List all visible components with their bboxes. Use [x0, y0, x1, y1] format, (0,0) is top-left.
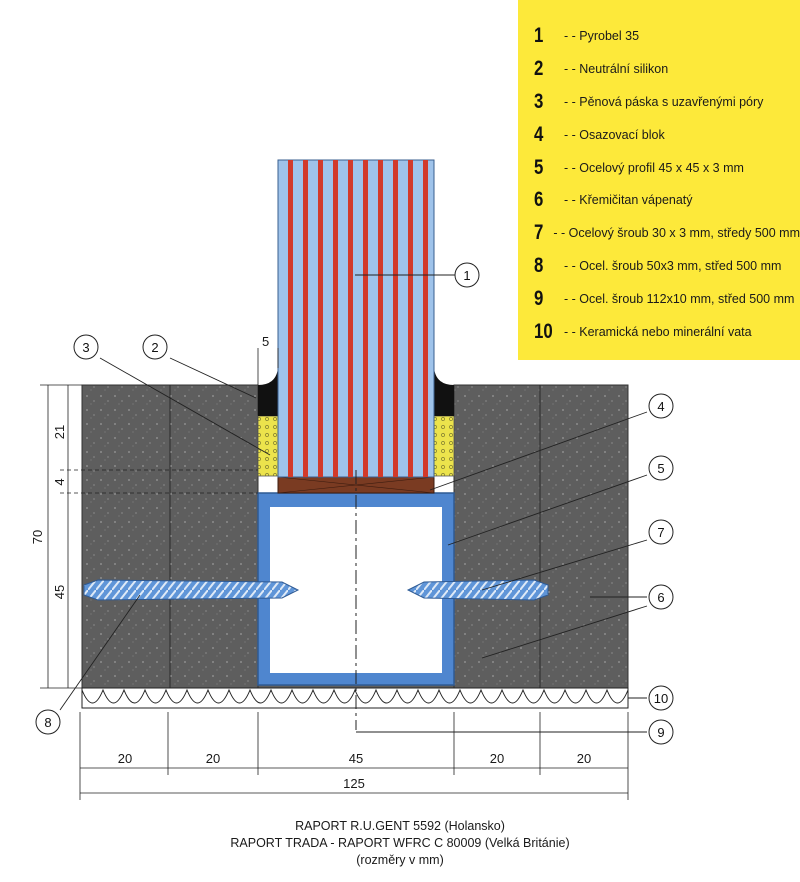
legend-item-text: - - Pěnová páska s uzavřenými póry — [564, 94, 764, 109]
legend-item — [534, 53, 800, 86]
svg-text:3: 3 — [82, 340, 90, 355]
callout-4 — [649, 394, 673, 418]
legend-item-number: 8 — [534, 253, 544, 277]
legend-item — [534, 86, 800, 119]
legend-item-number: 4 — [534, 122, 544, 146]
glass-layer-stripe — [363, 160, 368, 477]
legend-item-text: - - Ocel. šroub 50x3 mm, střed 500 mm — [564, 258, 782, 273]
legend-item — [534, 217, 800, 250]
legend-item-text: - - Pyrobel 35 — [564, 29, 640, 44]
glass-layer-stripe — [348, 160, 353, 477]
legend-item-number: 1 — [534, 24, 544, 48]
legend-item-text: - - Keramická nebo minerální vata — [564, 324, 752, 339]
legend-item-text: - - Osazovací blok — [564, 127, 665, 142]
svg-text:4: 4 — [657, 399, 665, 414]
callout-8 — [36, 710, 60, 734]
legend-item — [534, 250, 800, 283]
dim-total-125: 125 — [343, 776, 365, 791]
dim-bottom-20-b: 20 — [205, 751, 221, 766]
glass-pane — [278, 160, 434, 477]
legend-item — [534, 184, 800, 217]
dim-70-label: 70 — [30, 529, 45, 545]
callout-10 — [649, 686, 673, 710]
legend-panel — [518, 0, 800, 360]
callout-7 — [649, 520, 673, 544]
svg-text:9: 9 — [657, 725, 665, 740]
screw-left — [84, 580, 298, 600]
svg-text:7: 7 — [657, 525, 665, 540]
dim-bottom-20-a: 20 — [117, 751, 133, 766]
legend-item — [534, 315, 800, 348]
caption-line-2: RAPORT TRADA - RAPORT WFRC C 80009 (Velká Británie) — [230, 836, 570, 850]
dim-21-label: 21 — [52, 424, 67, 440]
legend-item — [534, 151, 800, 184]
silicone-left — [258, 368, 278, 416]
legend-item-number: 7 — [534, 221, 544, 245]
callout-3 — [74, 335, 98, 359]
legend-item-text: - - Neutrální silikon — [564, 62, 669, 77]
legend-item-number: 2 — [534, 57, 544, 81]
legend-item-number: 3 — [534, 89, 544, 113]
legend-item — [534, 118, 800, 151]
glass-layer-stripe — [393, 160, 398, 477]
board-right — [454, 385, 628, 688]
legend-item-text: - - Ocel. šroub 112x10 mm, střed 500 mm — [564, 291, 795, 306]
legend-item-text: - - Ocelový šroub 30 x 3 mm, středy 500 mm — [553, 226, 800, 241]
callout-9 — [649, 720, 673, 744]
legend-item-number: 5 — [534, 155, 544, 179]
svg-text:6: 6 — [657, 590, 665, 605]
svg-text:5: 5 — [657, 461, 665, 476]
dim-45-label: 45 — [52, 584, 67, 600]
glass-layer-stripe — [318, 160, 323, 477]
dim-gap-label: 5 — [262, 334, 270, 349]
callout-2 — [143, 335, 167, 359]
legend-item-number: 6 — [534, 188, 544, 212]
dim-bottom-20-c: 20 — [489, 751, 505, 766]
glass-layer-stripe — [378, 160, 383, 477]
callout-5 — [649, 456, 673, 480]
legend-item-number: 10 — [534, 319, 553, 343]
glass-layer-stripe — [408, 160, 413, 477]
legend-item-number: 9 — [534, 286, 544, 310]
glass-layer-stripe — [288, 160, 293, 477]
foam-tape-left — [258, 416, 278, 476]
svg-text:10: 10 — [653, 691, 669, 706]
screw-right — [408, 580, 548, 600]
mineral-wool-strip — [82, 688, 628, 708]
glass-layer-stripe — [303, 160, 308, 477]
dim-4-label: 4 — [52, 478, 67, 486]
legend-item — [534, 20, 800, 53]
foam-tape-right — [434, 416, 454, 476]
legend-item-text: - - Ocelový profil 45 x 45 x 3 mm — [564, 160, 744, 175]
caption-line-1: RAPORT R.U.GENT 5592 (Holansko) — [295, 819, 505, 833]
svg-text:8: 8 — [44, 715, 52, 730]
caption-line-3: (rozměry v mm) — [356, 853, 444, 867]
glass-layer-stripe — [333, 160, 338, 477]
legend-item-text: - - Křemičitan vápenatý — [564, 193, 693, 208]
svg-text:1: 1 — [463, 268, 471, 283]
dim-bottom-20-d: 20 — [576, 751, 592, 766]
svg-text:2: 2 — [151, 340, 159, 355]
callout-6 — [649, 585, 673, 609]
dim-bottom-45: 45 — [348, 751, 364, 766]
caption — [0, 818, 800, 869]
legend-item — [534, 282, 800, 315]
glass-layer-stripe — [423, 160, 428, 477]
callout-1 — [455, 263, 479, 287]
silicone-right — [434, 368, 454, 416]
